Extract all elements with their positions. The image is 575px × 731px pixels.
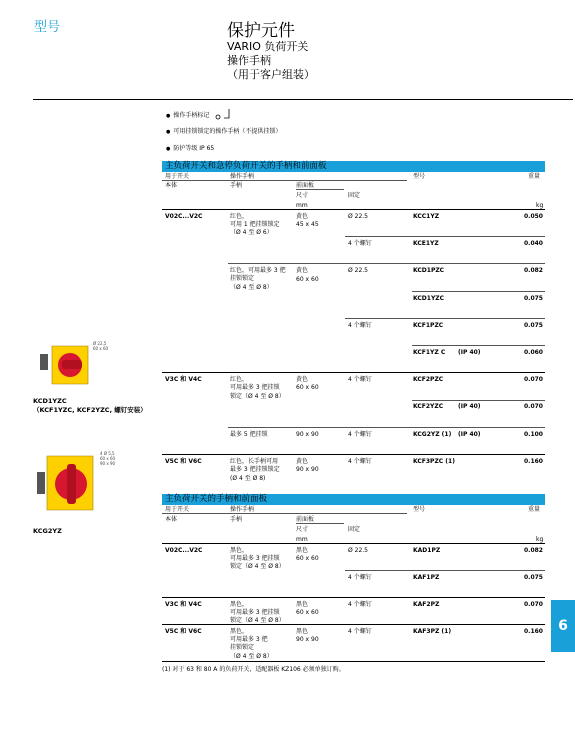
s1r2-fixing: 4 个螺钉 bbox=[348, 240, 372, 247]
col-weight: 重量 bbox=[528, 173, 541, 180]
col-front-plate: 前面板 bbox=[296, 182, 315, 189]
s1r4-weight: 0.075 bbox=[524, 295, 543, 302]
s2r3-body: V3C 和 V4C bbox=[165, 601, 202, 608]
img2-dimensions: 4 Ø 5,5 60 x 60 90 x 90 bbox=[100, 451, 116, 466]
s1r5-model: KCF1PZC bbox=[413, 322, 444, 329]
s1r3-handle-2: 挂锁锁定 bbox=[230, 275, 255, 282]
col-mm: mm bbox=[296, 202, 308, 209]
s1r7-handle-2: 可用最多 3 把挂锁 bbox=[230, 384, 280, 391]
s2r4-size: 90 x 90 bbox=[296, 636, 319, 643]
subtitle-line-2: 操作手柄 bbox=[227, 54, 271, 67]
s2r4-handle-4: （Ø 4 至 Ø 8） bbox=[230, 653, 273, 660]
s1r5-weight: 0.075 bbox=[524, 322, 543, 329]
bullet-3: ● 防护等级 IP 65 bbox=[166, 143, 214, 152]
s1r1-fixing: Ø 22.5 bbox=[348, 213, 368, 220]
img1-caption-2: （KCF1YZC, KCF2YZC, 螺钉安装） bbox=[33, 406, 147, 414]
s1r7-fixing: 4 个螺钉 bbox=[348, 376, 372, 383]
s1r7-size: 60 x 60 bbox=[296, 384, 319, 391]
header-rule bbox=[33, 99, 573, 100]
s1r7-color: 黄色 bbox=[296, 376, 309, 383]
s2r3-model: KAF2PZ bbox=[413, 601, 440, 608]
s1r10-fixing: 4 个螺钉 bbox=[348, 458, 372, 465]
s2r4-body: V5C 和 V6C bbox=[165, 628, 202, 635]
s2-col-fixing: 固定 bbox=[348, 526, 361, 533]
s1r1-handle-2: 可用 1 把挂锁锁定 bbox=[230, 221, 280, 228]
s2-col-handle-group: 操作手柄 bbox=[230, 506, 255, 513]
bullet-1: ● 操作手柄标记 bbox=[166, 110, 209, 119]
s1r1-weight: 0.050 bbox=[524, 213, 543, 220]
s1r1-handle-3: （Ø 4 至 Ø 6） bbox=[230, 229, 273, 236]
s2r1-weight: 0.082 bbox=[524, 547, 543, 554]
s2r2-weight: 0.075 bbox=[524, 574, 543, 581]
s1r1-color: 黄色 bbox=[296, 213, 309, 220]
s2r4-handle-2: 可用最多 3 把 bbox=[230, 636, 268, 643]
col-fixing: 固定 bbox=[348, 192, 361, 199]
subtitle-line-3: （用于客户组装） bbox=[227, 68, 315, 81]
section1-title: 主负荷开关和急停负荷开关的手柄和前面板 bbox=[165, 161, 327, 171]
s2r3-size: 60 x 60 bbox=[296, 609, 319, 616]
s1r9-fixing: 4 个螺钉 bbox=[348, 431, 372, 438]
s2-col-for-switch: 用于开关 bbox=[165, 506, 190, 513]
s2r1-body: V02C...V2C bbox=[165, 547, 203, 554]
s1r9-handle-1: 最多 5 把挂锁 bbox=[230, 431, 268, 438]
s1r7-handle-3: 锁定（Ø 4 至 Ø 8） bbox=[230, 393, 285, 400]
s2r3-fixing: 4 个螺钉 bbox=[348, 601, 372, 608]
s1r8-weight: 0.070 bbox=[524, 403, 543, 410]
handle-marking-icon bbox=[213, 107, 233, 121]
chapter-tab: 6 bbox=[551, 600, 575, 652]
s1r9-model: KCG2YZ (1) bbox=[413, 431, 452, 438]
s2r1-fixing: Ø 22.5 bbox=[348, 547, 368, 554]
s2r3-handle-3: 锁定（Ø 4 至 Ø 8） bbox=[230, 617, 285, 624]
s2-col-front-plate: 前面板 bbox=[296, 516, 315, 523]
s2r4-color: 黑色 bbox=[296, 628, 309, 635]
s1r6-model: KCF1YZ C bbox=[413, 349, 446, 356]
s2r3-handle-2: 可用最多 3 把挂锁 bbox=[230, 609, 280, 616]
col-for-switch: 用于开关 bbox=[165, 173, 190, 180]
s1r8-ip: (IP 40) bbox=[458, 403, 481, 410]
s1r1-handle-1: 红色， bbox=[230, 213, 249, 220]
col-handle-group: 操作手柄 bbox=[230, 173, 255, 180]
s1r2-weight: 0.040 bbox=[524, 240, 543, 247]
section2-title: 主负荷开关的手柄和前面板 bbox=[165, 494, 268, 504]
s1r8-model: KCF2YZC bbox=[413, 403, 444, 410]
s1r7-model: KCF2PZC bbox=[413, 376, 444, 383]
s1r6-weight: 0.060 bbox=[524, 349, 543, 356]
col-body: 本体 bbox=[165, 182, 178, 189]
s1r5-fixing: 4 个螺钉 bbox=[348, 322, 372, 329]
s1r3-size: 60 x 60 bbox=[296, 276, 319, 283]
s2-col-body: 本体 bbox=[165, 516, 178, 523]
s2-col-mm: mm bbox=[296, 536, 308, 543]
s2r4-weight: 0.160 bbox=[524, 628, 543, 635]
s1r10-size: 90 x 90 bbox=[296, 466, 319, 473]
s1r3-fixing: Ø 22.5 bbox=[348, 267, 368, 274]
s1r3-weight: 0.082 bbox=[524, 267, 543, 274]
img2-caption: KCG2YZ bbox=[33, 527, 62, 535]
s2r1-size: 60 x 60 bbox=[296, 555, 319, 562]
s2-col-handle: 手柄 bbox=[230, 516, 243, 523]
s2r3-weight: 0.070 bbox=[524, 601, 543, 608]
bullet-2: ● 可用挂锁锁定的操作手柄（不提供挂锁） bbox=[166, 126, 281, 135]
s2-col-weight: 重量 bbox=[528, 506, 541, 513]
s2r1-color: 黑色 bbox=[296, 547, 309, 554]
img1-caption: KCD1YZC bbox=[33, 397, 67, 405]
s1r9-ip: (IP 40) bbox=[458, 431, 481, 438]
s1r3-handle-3: （Ø 4 至 Ø 8） bbox=[230, 284, 273, 291]
s1r10-body: V5C 和 V6C bbox=[165, 458, 202, 465]
s1r10-handle-3: (Ø 4 至 Ø 8) bbox=[230, 475, 266, 482]
s2r1-handle-1: 黑色， bbox=[230, 547, 249, 554]
s2r4-handle-3: 挂锁锁定 bbox=[230, 644, 255, 651]
s2r4-model: KAF3PZ (1) bbox=[413, 628, 452, 635]
col-size: 尺寸 bbox=[296, 192, 309, 199]
s2r2-model: KAF1PZ bbox=[413, 574, 440, 581]
s1r1-size: 45 x 45 bbox=[296, 221, 319, 228]
s2r1-model: KAD1PZ bbox=[413, 547, 441, 554]
s1r7-body: V3C 和 V4C bbox=[165, 376, 202, 383]
s2r1-handle-2: 可用最多 3 把挂锁 bbox=[230, 555, 280, 562]
col-handle: 手柄 bbox=[230, 182, 243, 189]
s1r3-color: 黄色 bbox=[296, 267, 309, 274]
s2-col-kg: kg bbox=[536, 536, 544, 543]
s1r1-body: V02C...V2C bbox=[165, 213, 203, 220]
s1r7-weight: 0.070 bbox=[524, 376, 543, 383]
kcg2yz-product-image bbox=[33, 450, 98, 515]
s2r4-handle-1: 黑色， bbox=[230, 628, 249, 635]
s2r1-handle-3: 锁定（Ø 4 至 Ø 8） bbox=[230, 563, 285, 570]
s1r10-weight: 0.160 bbox=[524, 458, 543, 465]
s1r1-model: KCC1YZ bbox=[413, 213, 440, 220]
section-tag: 型号 bbox=[34, 20, 61, 35]
s2r2-fixing: 4 个螺钉 bbox=[348, 574, 372, 581]
subtitle-line-1: VARIO 负荷开关 bbox=[227, 40, 309, 53]
img1-dimensions: Ø 22,5 60 x 60 bbox=[93, 341, 109, 351]
s1r3-handle-1: 红色，可用最多 3 把 bbox=[230, 267, 286, 274]
col-kg: kg bbox=[536, 202, 544, 209]
s1r10-model: KCF3PZC (1) bbox=[413, 458, 455, 465]
s2r4-fixing: 4 个螺钉 bbox=[348, 628, 372, 635]
s2r3-handle-1: 黑色， bbox=[230, 601, 249, 608]
s2-col-size: 尺寸 bbox=[296, 526, 309, 533]
kcd1yzc-product-image bbox=[34, 340, 94, 390]
s2-col-model: 型号 bbox=[413, 506, 426, 513]
col-model: 型号 bbox=[413, 173, 426, 180]
s1r10-color: 黄色 bbox=[296, 458, 309, 465]
footnote: (1) 对于 63 和 80 A 的负荷开关，适配器板 KZ106 必须单独订购。 bbox=[162, 666, 345, 673]
s1r7-handle-1: 红色， bbox=[230, 376, 249, 383]
s1r6-ip: (IP 40) bbox=[458, 349, 481, 356]
s2r3-color: 黑色 bbox=[296, 601, 309, 608]
s1r4-model: KCD1YZC bbox=[413, 295, 445, 302]
s1r9-weight: 0.100 bbox=[524, 431, 543, 438]
s1r2-model: KCE1YZ bbox=[413, 240, 439, 247]
s1r10-handle-1: 红色，长手柄可用 bbox=[230, 458, 279, 465]
s1r10-handle-2: 最多 3 把挂锁锁定 bbox=[230, 466, 280, 473]
s1r3-model: KCD1PZC bbox=[413, 267, 445, 274]
page-title: 保护元件 bbox=[227, 21, 295, 41]
s1r9-size: 90 x 90 bbox=[296, 431, 319, 438]
